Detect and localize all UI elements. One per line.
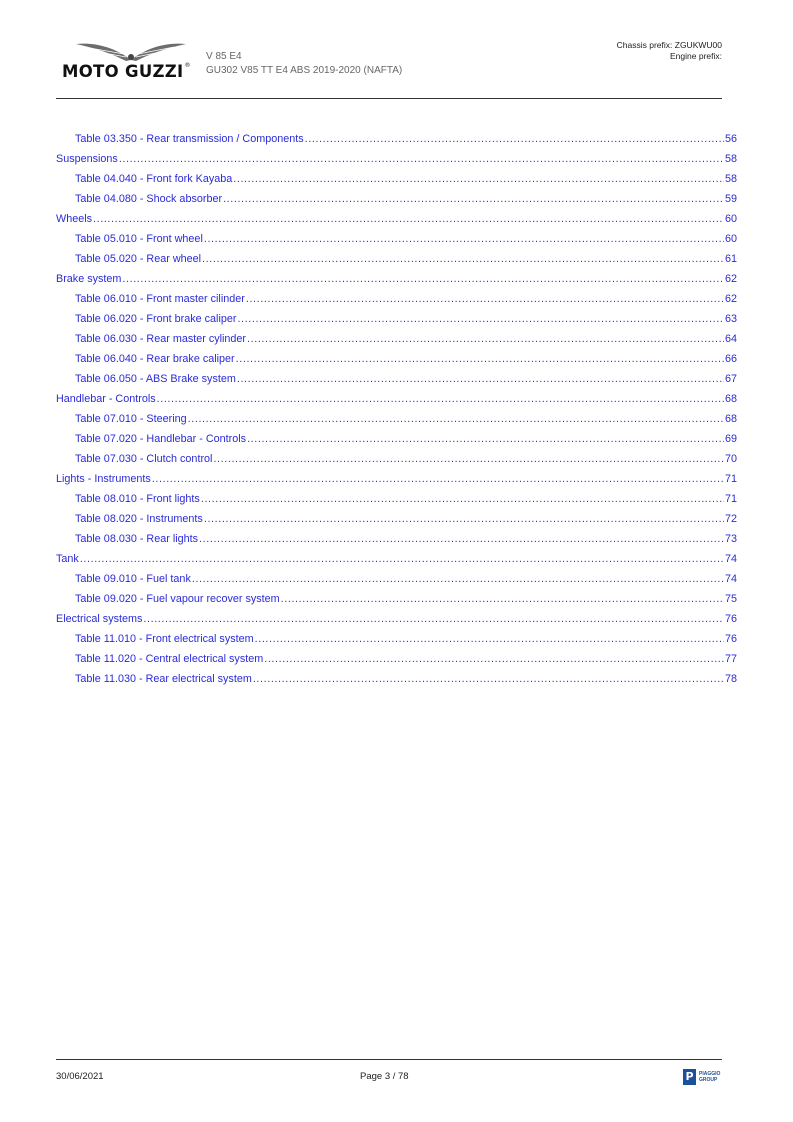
toc-leader-dots (253, 669, 724, 689)
toc-entry-page[interactable]: 72 (724, 513, 737, 525)
toc-entry-label[interactable]: Table 04.040 - Front fork Kayaba (75, 173, 233, 185)
toc-leader-dots (199, 529, 724, 549)
toc-leader-dots (237, 369, 724, 389)
toc-leader-dots (143, 609, 724, 629)
piaggio-group-logo (683, 1069, 723, 1087)
toc-entry[interactable] (56, 149, 737, 169)
toc-entry-page[interactable]: 71 (724, 493, 737, 505)
toc-entry-page[interactable]: 68 (724, 413, 737, 425)
toc-entry-label[interactable]: Table 05.020 - Rear wheel (75, 253, 202, 265)
toc-entry-label[interactable]: Electrical systems (56, 613, 143, 625)
toc-entry[interactable] (56, 429, 737, 449)
toc-leader-dots (236, 349, 724, 369)
toc-entry-label[interactable]: Handlebar - Controls (56, 393, 156, 405)
toc-entry-label[interactable]: Table 04.080 - Shock absorber (75, 193, 223, 205)
toc-entry[interactable] (56, 489, 737, 509)
toc-entry-label[interactable]: Table 08.020 - Instruments (75, 513, 203, 525)
toc-entry[interactable] (56, 369, 737, 389)
toc-entry[interactable] (56, 169, 737, 189)
toc-leader-dots (201, 489, 724, 509)
toc-entry[interactable] (56, 509, 737, 529)
chassis-prefix: Chassis prefix: ZGUKWU00 (616, 40, 722, 50)
toc-entry-label[interactable]: Wheels (56, 213, 93, 225)
toc-entry-page[interactable]: 67 (724, 373, 737, 385)
toc-entry-label[interactable]: Table 03.350 - Rear transmission / Components (75, 133, 304, 145)
toc-entry-page[interactable]: 71 (724, 473, 737, 485)
piaggio-logo-line1: PIAGGIO (699, 1071, 721, 1077)
engine-prefix: Engine prefix: (670, 51, 722, 61)
table-of-contents (56, 129, 737, 689)
toc-entry-page[interactable]: 77 (724, 653, 737, 665)
model-name: V 85 E4 (206, 51, 242, 62)
toc-entry-label[interactable]: Table 08.030 - Rear lights (75, 533, 199, 545)
toc-entry[interactable] (56, 269, 737, 289)
toc-entry-page[interactable]: 73 (724, 533, 737, 545)
toc-entry[interactable] (56, 249, 737, 269)
toc-entry[interactable] (56, 229, 737, 249)
toc-entry-page[interactable]: 69 (724, 433, 737, 445)
toc-leader-dots (223, 189, 724, 209)
toc-entry[interactable] (56, 469, 737, 489)
toc-entry-page[interactable]: 74 (724, 573, 737, 585)
toc-entry-page[interactable]: 68 (724, 393, 737, 405)
toc-entry-label[interactable]: Table 05.010 - Front wheel (75, 233, 203, 245)
toc-entry-label[interactable]: Table 06.010 - Front master cilinder (75, 293, 245, 305)
toc-entry-page[interactable]: 78 (724, 673, 737, 685)
brand-name: MOTO GUZZI (62, 62, 184, 81)
toc-entry-page[interactable]: 59 (724, 193, 737, 205)
toc-entry-page[interactable]: 70 (724, 453, 737, 465)
toc-entry-page[interactable]: 63 (724, 313, 737, 325)
prefix-info (617, 40, 722, 62)
toc-leader-dots (246, 289, 724, 309)
footer-date: 30/06/2021 (56, 1071, 104, 1082)
toc-leader-dots (233, 169, 724, 189)
toc-entry-label[interactable]: Table 11.020 - Central electrical system (75, 653, 264, 665)
toc-entry[interactable] (56, 589, 737, 609)
toc-entry[interactable] (56, 329, 737, 349)
toc-entry-label[interactable]: Table 06.030 - Rear master cylinder (75, 333, 247, 345)
toc-entry-page[interactable]: 58 (724, 153, 737, 165)
toc-leader-dots (305, 129, 724, 149)
page-header (56, 30, 722, 100)
toc-entry[interactable] (56, 629, 737, 649)
toc-leader-dots (213, 449, 724, 469)
page-number: Page 3 / 78 (360, 1071, 409, 1082)
piaggio-p-icon: P (683, 1069, 696, 1085)
toc-leader-dots (192, 569, 724, 589)
toc-entry-label[interactable]: Table 07.020 - Handlebar - Controls (75, 433, 247, 445)
toc-entry-label[interactable]: Table 11.010 - Front electrical system (75, 633, 254, 645)
toc-entry-label[interactable]: Table 06.050 - ABS Brake system (75, 373, 236, 385)
toc-entry-label[interactable]: Table 06.040 - Rear brake caliper (75, 353, 235, 365)
toc-entry[interactable] (56, 209, 737, 229)
toc-entry-page[interactable]: 61 (724, 253, 737, 265)
toc-leader-dots (119, 149, 724, 169)
toc-entry-label[interactable]: Lights - Instruments (56, 473, 151, 485)
toc-entry-label[interactable]: Suspensions (56, 153, 118, 165)
toc-entry-page[interactable]: 74 (724, 553, 737, 565)
toc-entry-label[interactable]: Table 08.010 - Front lights (75, 493, 200, 505)
toc-entry[interactable] (56, 649, 737, 669)
toc-leader-dots (80, 549, 724, 569)
toc-entry[interactable] (56, 569, 737, 589)
toc-entry-label[interactable]: Table 09.010 - Fuel tank (75, 573, 191, 585)
toc-leader-dots (281, 589, 724, 609)
toc-entry-page[interactable]: 60 (724, 233, 737, 245)
toc-entry-label[interactable]: Table 07.030 - Clutch control (75, 453, 213, 465)
registered-mark: ® (184, 62, 191, 69)
toc-leader-dots (204, 229, 724, 249)
toc-entry-label[interactable]: Table 11.030 - Rear electrical system (75, 673, 252, 685)
toc-entry[interactable] (56, 309, 737, 329)
toc-entry-page[interactable]: 56 (724, 133, 737, 145)
toc-entry[interactable] (56, 549, 737, 569)
toc-leader-dots (93, 209, 724, 229)
toc-entry-page[interactable]: 64 (724, 333, 737, 345)
eagle-wings-icon (76, 40, 186, 62)
toc-leader-dots (152, 469, 724, 489)
toc-entry-page[interactable]: 60 (724, 213, 737, 225)
toc-entry-label[interactable]: Table 06.020 - Front brake caliper (75, 313, 237, 325)
toc-entry[interactable] (56, 129, 737, 149)
toc-entry-page[interactable]: 76 (724, 613, 737, 625)
toc-entry-page[interactable]: 62 (724, 273, 737, 285)
toc-entry-label[interactable]: Table 09.020 - Fuel vapour recover system (75, 593, 280, 605)
toc-leader-dots (255, 629, 724, 649)
toc-leader-dots (237, 309, 724, 329)
toc-entry[interactable] (56, 289, 737, 309)
toc-entry-page[interactable]: 66 (724, 353, 737, 365)
toc-entry[interactable] (56, 669, 737, 689)
toc-entry-page[interactable]: 75 (724, 593, 737, 605)
toc-entry-label[interactable]: Brake system (56, 273, 122, 285)
toc-leader-dots (157, 389, 724, 409)
toc-leader-dots (264, 649, 724, 669)
footer-divider (56, 1059, 722, 1060)
toc-leader-dots (122, 269, 724, 289)
toc-entry[interactable] (56, 349, 737, 369)
toc-entry-page[interactable]: 76 (724, 633, 737, 645)
header-divider (56, 98, 722, 99)
toc-entry[interactable] (56, 449, 737, 469)
model-info (206, 50, 402, 78)
toc-entry[interactable] (56, 409, 737, 429)
toc-entry-page[interactable]: 58 (724, 173, 737, 185)
toc-entry[interactable] (56, 609, 737, 629)
toc-entry-page[interactable]: 62 (724, 293, 737, 305)
piaggio-logo-line2: GROUP (699, 1077, 718, 1083)
toc-entry-label[interactable]: Tank (56, 553, 79, 565)
toc-leader-dots (188, 409, 724, 429)
model-description: GU302 V85 TT E4 ABS 2019-2020 (NAFTA) (206, 65, 403, 76)
toc-entry-label[interactable]: Table 07.010 - Steering (75, 413, 187, 425)
toc-entry[interactable] (56, 189, 737, 209)
toc-leader-dots (247, 329, 724, 349)
toc-entry[interactable] (56, 529, 737, 549)
toc-leader-dots (202, 249, 724, 269)
toc-leader-dots (204, 509, 724, 529)
moto-guzzi-logo (62, 40, 198, 84)
toc-entry[interactable] (56, 389, 737, 409)
toc-leader-dots (247, 429, 724, 449)
